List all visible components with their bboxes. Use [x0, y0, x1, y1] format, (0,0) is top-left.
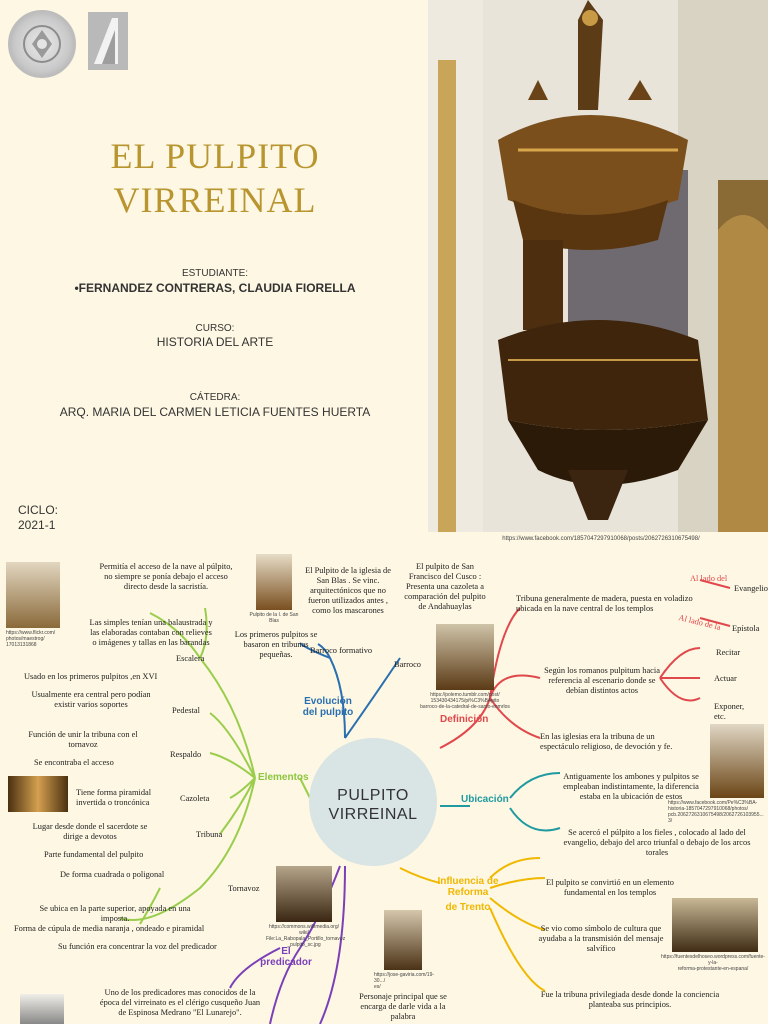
branch-predicador — [258, 946, 314, 968]
credit-line: 3/ — [668, 818, 673, 824]
note-line: fueron utilizados antes , — [307, 596, 388, 605]
influencia-simbolo-note — [532, 924, 670, 954]
note-line: Se vio como símbolo de cultura que — [540, 924, 662, 933]
faculty-emblem-icon — [88, 12, 128, 70]
ubicacion-image-credit — [668, 800, 766, 824]
note-line: ubicada en la nave central de los templos — [516, 604, 654, 613]
tribuna-note-1 — [10, 822, 170, 842]
influencia-image — [672, 898, 758, 952]
san-blas-image — [256, 554, 292, 610]
pedestal-note-2 — [6, 690, 176, 710]
note-line: o imágenes y tallas en las barandas — [92, 638, 210, 647]
credit-line: historia-1857047297910068/photos/ — [668, 806, 749, 812]
chair-name: ARQ. MARIA DEL CARMEN LETICIA FUENTES HUERTA — [59, 405, 371, 419]
faculty-logo — [88, 12, 128, 70]
credit-line: reforma-protestante-en-espana/ — [677, 966, 749, 972]
tornavoz-note-1 — [30, 904, 200, 924]
definicion-romanos-note — [538, 666, 666, 696]
branch-influencia-line1: Influencia de — [437, 876, 499, 887]
lunarejo-portrait — [20, 994, 64, 1024]
note-line: época del virreinato es el clérigo cusqueño Juan — [99, 998, 261, 1007]
node-barroco: Barroco — [394, 660, 421, 669]
note-line: directo desde la sacristía. — [123, 582, 209, 591]
note-line: imposta. — [100, 914, 130, 923]
node-cazoleta: Cazoleta — [180, 794, 210, 803]
note-line: Según los romanos pulpitum hacia — [544, 666, 660, 675]
caption-line: Pulpito de la I. de San — [249, 612, 299, 618]
note-line: invertida o troncónica — [76, 798, 150, 807]
center-node-label — [309, 786, 437, 824]
credit-line: https://www.flickr.com/ — [6, 630, 56, 636]
influencia-image-credit — [660, 954, 766, 972]
branch-evolucion-line1: Evolución — [304, 696, 352, 707]
personaje-note — [338, 992, 468, 1022]
note-line: de Espinosa Medrano "El Lunarejo". — [118, 1008, 242, 1017]
note-line: Usualmente era central pero podían — [31, 690, 151, 699]
cycle-label: CICLO: — [18, 503, 59, 517]
note-line: arquitectónicos que no — [310, 586, 386, 595]
cazoleta-note — [76, 788, 151, 808]
note-line: En las iglesias era la tribuna de un — [540, 732, 655, 741]
lunarejo-note — [80, 988, 280, 1018]
escalera-note-railing — [66, 618, 236, 648]
node-barroco-formativo: Barroco formativo — [310, 646, 373, 655]
note-line: las elaboradas contaban con relieves — [90, 628, 212, 637]
note-line: comparación del pulpito — [404, 592, 486, 601]
note-line: Fue la tribuna privilegiada desde donde la conciencia — [540, 990, 720, 999]
course-label: CURSO: — [195, 323, 235, 334]
respaldo-note-1 — [8, 730, 158, 750]
pulpit-photo — [428, 0, 768, 532]
note-line: estaba en la ubicación de estos — [579, 792, 683, 801]
definicion-iglesias-note — [540, 732, 690, 752]
note-line: Exponer, — [714, 702, 745, 711]
credit-line: https://polemo.tumblr.com/post/ — [430, 692, 500, 698]
note-line: tornavoz — [68, 740, 98, 749]
seal-emblem-icon — [22, 24, 62, 64]
center-node-line2: VIRREINAL — [328, 806, 418, 823]
preacher-image — [384, 910, 422, 970]
cycle-value: 2021-1 — [18, 518, 56, 532]
note-line: El Pulpito de la iglesia de — [305, 566, 391, 575]
definicion-tribuna-note — [516, 594, 698, 614]
note-line: fundamental en los templos — [563, 888, 657, 897]
branch-ubicacion: Ubicación — [461, 794, 509, 805]
credit-line: photos/maestrog/ — [6, 636, 45, 642]
note-line: existir varios soportes — [54, 700, 128, 709]
branch-predicador-line2: predicador — [260, 957, 312, 968]
student-name: •FERNANDEZ CONTRERAS, CLAUDIA FIORELLA — [74, 281, 356, 295]
note-line: espectáculo religioso, de devoción y fe. — [540, 742, 673, 751]
branch-evolucion-line2: del pulpito — [302, 707, 354, 718]
course-name: HISTORIA DEL ARTE — [156, 335, 274, 349]
note-line: Se ubica en la parte superior, apoyada en una — [39, 904, 191, 913]
note-line: salvífico — [586, 944, 616, 953]
note-line: Tribuna generalmente de madera, puesta en voladizo — [516, 594, 693, 603]
note-line: referencia al escenario donde se — [548, 676, 656, 685]
note-line: encarga de darle vida a la — [360, 1002, 446, 1011]
ubicacion-image — [710, 724, 764, 798]
caption-line: Blas — [269, 618, 279, 624]
note-line: Lugar desde donde el sacerdote se — [32, 822, 148, 831]
note-line: palabra — [390, 1012, 416, 1021]
tornavoz-note-2: Forma de cúpula de media naranja , ondeado e piramidal — [14, 924, 205, 933]
chair-label: CÁTEDRA: — [189, 392, 241, 403]
center-node-line1: PULPITO — [337, 787, 409, 804]
note-line: basaron en tribunas — [243, 640, 309, 649]
san-francisco-image-credit — [420, 692, 510, 710]
note-line: Francisco del Cusco : — [408, 572, 482, 581]
credit-line: https://jose-gaviria.com/19-30.../ — [374, 972, 435, 984]
branch-influencia — [432, 876, 504, 913]
ubicacion-fieles-note — [550, 828, 764, 858]
credit-line: 153430434175/pi%C3%BApito — [430, 698, 500, 704]
note-line: Presenta una cazoleta a — [406, 582, 484, 591]
node-pedestal: Pedestal — [172, 706, 200, 715]
node-respaldo: Respaldo — [170, 750, 202, 759]
branch-influencia-line2: Reforma — [447, 887, 489, 898]
credit-line: 17013131868 — [6, 642, 37, 648]
epistola-label: Epístola — [732, 624, 760, 633]
branch-definicion: Definición — [440, 714, 489, 725]
note-line: El pulpito de San — [416, 562, 474, 571]
branch-evolucion — [292, 696, 364, 718]
respaldo-note-2: Se encontraba el acceso — [34, 758, 114, 767]
note-line: pequeñas. — [259, 650, 293, 659]
note-line: no siempre se ponía debajo el acceso — [104, 572, 228, 581]
lado-del-label: Al lado del — [690, 574, 728, 583]
note-line: Las simples tenían una balaustrada y — [89, 618, 213, 627]
credit-line: wiki/ — [299, 930, 309, 936]
note-line: Los primeros pulpitos se — [234, 630, 318, 639]
ubicacion-ambones-note — [556, 772, 706, 802]
note-line: planteaba sus principios. — [588, 1000, 672, 1009]
branch-influencia-line3: de Trento — [445, 902, 491, 913]
tribuna-note-3: De forma cuadrada o poligonal — [60, 870, 165, 879]
note-line: Función de unir la tribuna con el — [28, 730, 138, 739]
node-tornavoz: Tornavoz — [228, 884, 260, 893]
page-title-line1: EL PULPITO — [110, 136, 320, 176]
note-line: torales — [645, 848, 669, 857]
credit-line: es/ — [374, 984, 381, 990]
node-escalera: Escalera — [176, 654, 205, 663]
staircase-image-credit — [6, 630, 66, 648]
note-line: Antiguamente los ambones y pulpitos se — [563, 772, 699, 781]
university-seal-logo — [8, 10, 76, 78]
credit-line: barroco-de-la-catedral-de-santo-eomrlos — [420, 704, 510, 710]
note-line: ayudaba a la transmisión del mensaje — [538, 934, 664, 943]
tornavoz-image-credit — [266, 924, 346, 948]
note-line: Tiene forma piramidal — [76, 788, 152, 797]
mind-map — [0, 548, 768, 1024]
influencia-elemento-note — [540, 878, 680, 898]
student-label: ESTUDIANTE: — [181, 268, 249, 279]
branch-predicador-line1: El — [281, 946, 291, 957]
san-blas-caption — [246, 612, 302, 624]
note-line: etc. — [714, 712, 726, 721]
note-line: San Blas . Se vinc. — [316, 576, 380, 585]
note-line: Se acercó el púlpito a los fieles , colocado al lado del — [568, 828, 746, 837]
note-line: dirige a devotos — [63, 832, 117, 841]
note-line: evangelio, debajo del arco triunfal o debajo de los arcos — [563, 838, 751, 847]
note-line: de Andahuaylas — [418, 602, 472, 611]
note-line: debían distintos actos — [565, 686, 639, 695]
note-line: Permitía el acceso de la nave al púlpito, — [99, 562, 233, 571]
cazoleta-image — [8, 776, 68, 812]
evangelio-label: Evangelio — [734, 584, 768, 593]
note-line: El pulpito se convirtió en un elemento — [546, 878, 674, 887]
branch-elementos: Elementos — [258, 772, 309, 783]
note-line: como los mascarones — [312, 606, 384, 615]
tornavoz-note-3: Su función era concentrar la voz del predicador — [58, 942, 217, 951]
san-francisco-note — [392, 562, 498, 612]
tornavoz-image — [276, 866, 332, 922]
credit-line: pcb.2062726310675498/2062726103955... — [668, 812, 764, 818]
node-tribuna: Tribuna — [196, 830, 223, 839]
san-blas-note — [300, 566, 396, 616]
credit-line: https://fuentesdelhoseo.wordpress.com/fuente-y-la- — [661, 954, 765, 966]
actuar-label: Actuar — [714, 674, 737, 683]
escalera-note-access — [76, 562, 256, 592]
photo-credit: https://www.facebook.com/1857047297910068/posts/2062726310675498/ — [502, 536, 700, 542]
note-line: Personaje principal que se — [359, 992, 447, 1001]
san-francisco-image — [436, 624, 494, 690]
credit-line: https://www.facebook.com/Pe%C3%BA- — [668, 800, 758, 806]
note-line: empleaban indistintamente, la diferencia — [563, 782, 699, 791]
tribuna-note-2: Parte fundamental del pulpito — [44, 850, 144, 859]
note-line: Uno de los predicadores mas conocidos de la — [104, 988, 256, 997]
preacher-image-credit — [374, 972, 444, 990]
pedestal-note-1: Usado en los primeros pulpitos ,en XVI — [24, 672, 158, 681]
influencia-tribuna-note — [530, 990, 730, 1010]
credit-line: _pulpito_sc.jpg — [287, 942, 321, 948]
lado-de-la-label: Al lado de la — [677, 612, 722, 633]
credit-line: https://commons.wikimedia.org/ — [268, 924, 340, 930]
page-title-line2: VIRREINAL — [113, 180, 317, 220]
staircase-image — [6, 562, 60, 628]
credit-line: File:La_Rabopala_Portillo_tornavoz — [266, 936, 346, 942]
recitar-label: Recitar — [716, 648, 741, 657]
exponer-label — [714, 702, 744, 722]
